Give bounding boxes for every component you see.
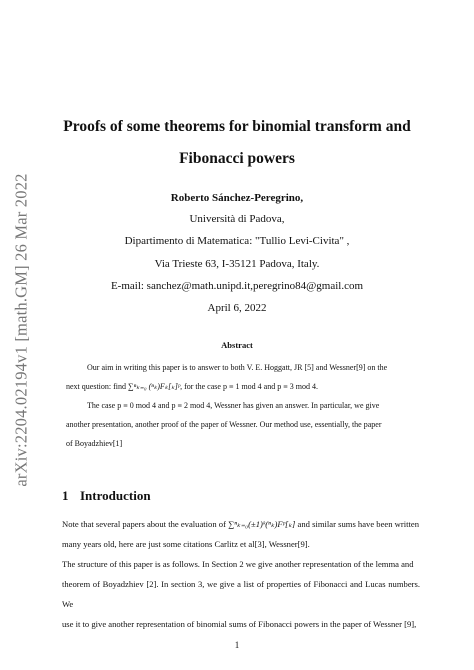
arxiv-sidebar-stamp (8, 173, 36, 487)
abstract-text: Our aim in writing this paper is to answer to both V. E. Hoggatt, JR [5] and Wessner[9] on the (87, 363, 388, 372)
page-number: 1 (234, 640, 240, 650)
body-line: The structure of this paper is as follows. In Section 2 we give another representation of the lemma and (62, 559, 414, 569)
body-line: use it to give another representation of binomial sums of Fibonacci powers in the paper of Wessner [9], (62, 619, 417, 629)
abstract-text: next question: find (66, 382, 128, 391)
introduction-body (62, 514, 420, 634)
sum-formula: ∑ⁿₖ₌₀ (ⁿₖ)Fₖ[ₖ]ᵖ (128, 382, 181, 391)
body-line: many years old, here are just some citations Carlitz et al[3], Wessner[9]. (62, 539, 310, 549)
body-text: Note that several papers about the evaluation of (62, 519, 229, 529)
body-line: theorem of Boyadzhiev [2]. In section 3, we give a list of properties of Fibonacci and Lucas numbers. We (62, 579, 420, 609)
abstract-line: another presentation, another proof of the paper of Wessner. Our method use, essentially, the paper (66, 420, 382, 429)
paper-title-line-1: Proofs of some theorems for binomial transform and (63, 118, 411, 135)
section-heading (62, 488, 151, 504)
author-name: Roberto Sánchez-Peregrino, (170, 192, 304, 204)
section-number: 1 (62, 488, 69, 503)
paper-title-line-2: Fibonacci powers (179, 150, 295, 167)
abstract-paragraph-1 (66, 358, 410, 377)
department: Dipartimento di Matematica: "Tullio Levi-Civita" , (124, 235, 350, 247)
sum-formula: ∑ⁿₖ₌₀(±1)ᵏ(ⁿₖ)Fᵖ[ₖ] (228, 519, 296, 529)
arxiv-identifier: arXiv:2204.02194v1 [math.GM] 26 Mar 2022 (12, 173, 31, 487)
body-line (62, 514, 420, 534)
date: April 6, 2022 (207, 302, 267, 314)
affiliation: Università di Padova, (189, 213, 285, 225)
address: Via Trieste 63, I-35121 Padova, Italy. (154, 258, 320, 270)
abstract-paragraph-2 (66, 396, 410, 415)
section-title: Introduction (80, 488, 151, 503)
body-text: and similar sums have been written (295, 519, 420, 529)
abstract-text: The case p ≡ 0 mod 4 and p ≡ 2 mod 4, Wessner has given an answer. In particular, we give (87, 401, 380, 410)
abstract-line: of Boyadzhiev[1] (66, 439, 123, 448)
abstract-body (66, 358, 410, 453)
abstract-line (66, 377, 410, 396)
abstract-text: , for the case p ≡ 1 mod 4 and p ≡ 3 mod 4. (180, 382, 318, 391)
email: E-mail: sanchez@math.unipd.it,peregrino84@gmail.com (110, 280, 364, 292)
abstract-heading: Abstract (221, 340, 253, 350)
